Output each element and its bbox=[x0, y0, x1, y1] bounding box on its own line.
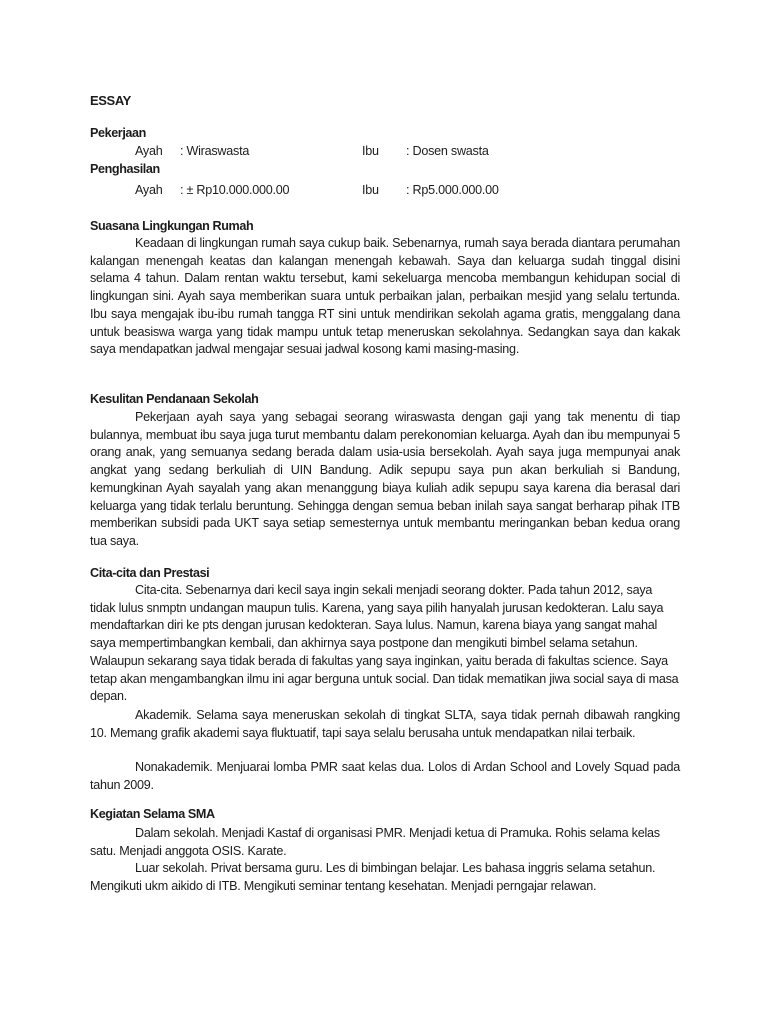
pekerjaan-label: Pekerjaan bbox=[90, 126, 146, 140]
paragraph-dalam-sekolah: Dalam sekolah. Menjadi Kastaf di organisasi PMR. Menjadi ketua di Pramuka. Rohis selama kelas satu. Menjadi anggota OSIS. Karate. bbox=[90, 826, 660, 858]
pekerjaan-ibu-label: Ibu bbox=[362, 144, 379, 158]
paragraph-luar-sekolah: Luar sekolah. Privat bersama guru. Les di bimbingan belajar. Les bahasa inggris selama setahun. Mengikuti ukm aikido di ITB. Mengikuti seminar tentang kesehatan. Menjadi perngajar relawan. bbox=[90, 861, 656, 893]
penghasilan-ayah-value: : ± Rp10.000.000.00 bbox=[180, 183, 290, 197]
paragraph-akademik: Akademik. Selama saya meneruskan sekolah di tingkat SLTA, saya tidak pernah dibawah rangking 10. Memang grafik akademi saya fluktuatif, tapi saya selalu berusaha untuk mendapatkan nilai terbaik. bbox=[90, 708, 680, 740]
section-heading-kesulitan: Kesulitan Pendanaan Sekolah bbox=[90, 392, 259, 406]
pekerjaan-ayah-value: : Wiraswasta bbox=[180, 144, 250, 158]
penghasilan-ibu-label: Ibu bbox=[362, 183, 379, 197]
paragraph-suasana: Keadaan di lingkungan rumah saya cukup baik. Sebenarnya, rumah saya berada diantara perumahan kalangan menengah keatas dan kalangan menengah kebawah. Saya dan keluarga sudah tinggal disini selama 4 tahun. Dalam rentan waktu tersebut, kami sekeluarga mencoba membangun kehidupan social di lingkungan sini. Ayah saya memberikan suara untuk perbaikan jalan, perbaikan mesjid yang selalu tertunda. Ibu saya mengajak ibu-ibu rumah tangga RT sini untuk mendirikan sekolah agama gratis, menggalang dana untuk beasiswa warga yang tidak mampu untuk tetap meneruskan sekolahnya. Sedangkan saya dan kakak saya mendapatkan jadwal mengajar sesuai jadwal kosong kami masing-masing. bbox=[90, 236, 680, 357]
pekerjaan-ibu-value: : Dosen swasta bbox=[406, 144, 489, 158]
penghasilan-ibu-value: : Rp5.000.000.00 bbox=[406, 183, 499, 197]
penghasilan-label: Penghasilan bbox=[90, 162, 160, 176]
paragraph-nonakademik: Nonakademik. Menjuarai lomba PMR saat kelas dua. Lolos di Ardan School and Lovely Squad pada tahun 2009. bbox=[90, 760, 680, 792]
paragraph-kesulitan: Pekerjaan ayah saya yang sebagai seorang wiraswasta dengan gaji yang tak menentu di tiap bulannya, membuat ibu saya juga turut membantu dalam perekonomian keluarga. Ayah dan ibu mempunyai 5 orang anak, yang semuanya sedang berada dalam usia-usia bersekolah. Ayah saya juga mempunyai anak angkat yang sedang berkuliah di UIN Bandung. Adik sepupu saya pun akan berkuliah si Bandung, kemungkinan Ayah sayalah yang akan menanggung biaya kuliah adik sepupu saya karena dia berasal dari keluarga yang tidak terlalu beruntung. Sehingga dengan semua beban inilah saya sangat berharap pihak ITB memberikan subsidi pada UKT saya setiap semesternya untuk membantu meringankan beban kedua orang tua saya. bbox=[90, 410, 680, 548]
section-heading-cita-cita: Cita-cita dan Prestasi bbox=[90, 566, 210, 580]
section-heading-kegiatan: Kegiatan Selama SMA bbox=[90, 807, 215, 821]
document-title: ESSAY bbox=[90, 93, 131, 108]
penghasilan-ayah-label: Ayah bbox=[135, 183, 163, 197]
section-heading-suasana: Suasana Lingkungan Rumah bbox=[90, 219, 254, 233]
paragraph-cita-cita: Cita-cita. Sebenarnya dari kecil saya ingin sekali menjadi seorang dokter. Pada tahun 2012, saya tidak lulus snmptn undangan maupun tulis. Karena, yang saya pilih hanyalah jurusan kedokteran. Lalu saya mendaftarkan diri ke pts dengan jurusan kedokteran. Saya lulus. Namun, karena biaya yang sangat mahal saya mempertimbangkan kembali, dan akhirnya saya postpone dan mengikuti bimbel selama setahun. Walaupun sekarang saya tidak berada di fakultas yang saya inginkan, yaitu berada di fakultas science. Saya tetap akan mengambangkan ilmu ini agar berguna untuk social. Dan tidak mematikan jiwa social saya di masa depan. bbox=[90, 583, 679, 704]
pekerjaan-ayah-label: Ayah bbox=[135, 144, 163, 158]
